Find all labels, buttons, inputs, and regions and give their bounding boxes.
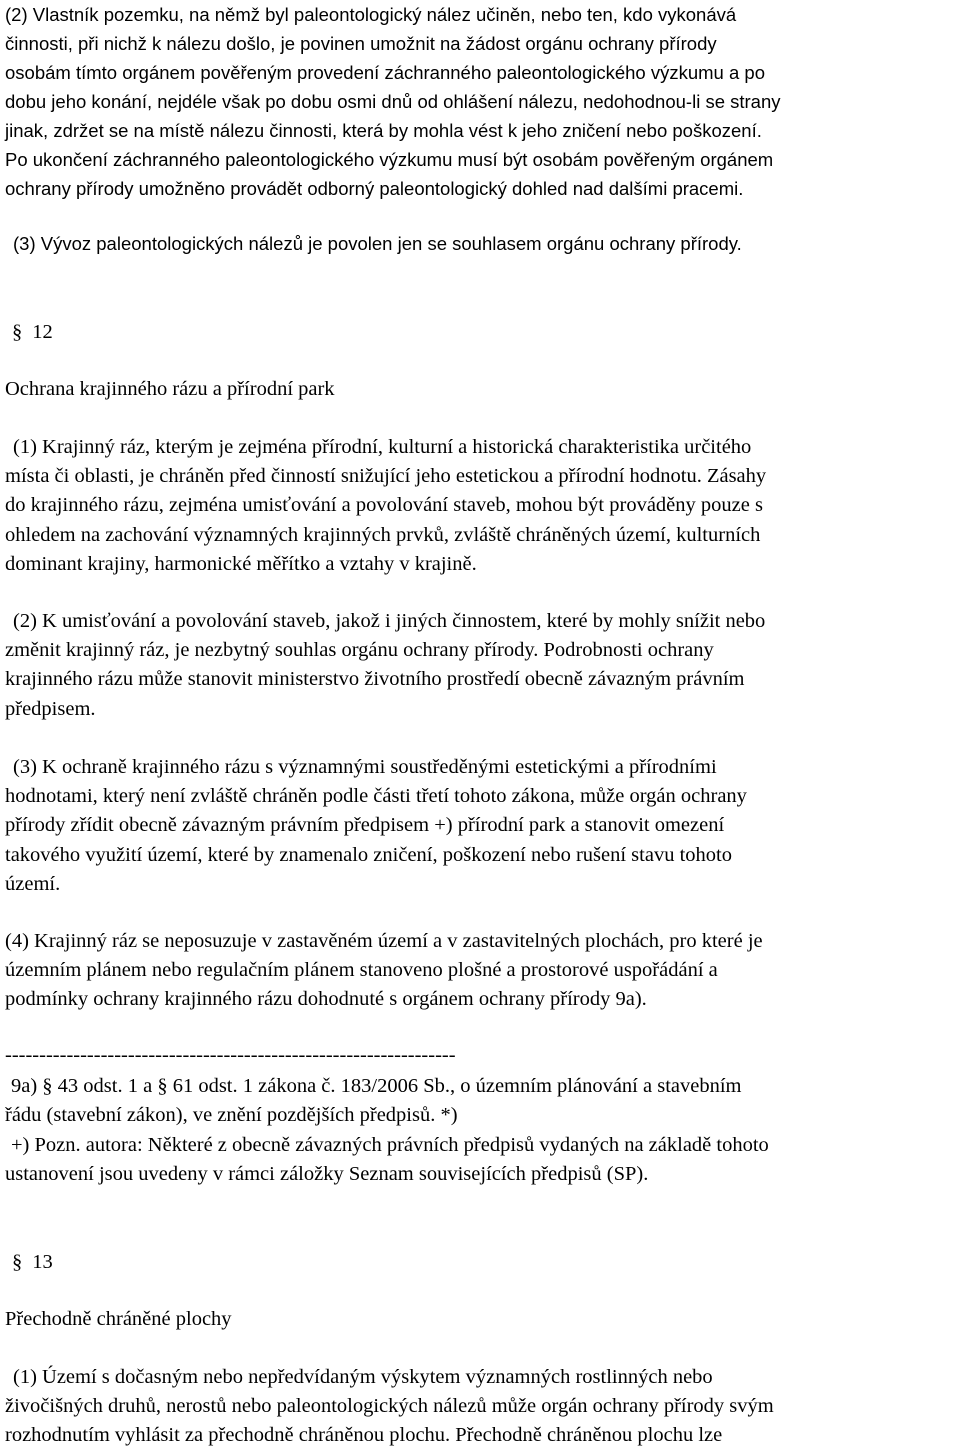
text-line: takového využití území, které by znamenalo zničení, poškození nebo rušení stavu tohoto [5, 843, 732, 866]
section-number: 13 [32, 1251, 53, 1273]
footnote-9a [5, 1072, 955, 1130]
footnote-separator: ------------------------------------------------------------------ [5, 1044, 456, 1066]
text-line: řádu (stavební zákon), ve znění pozdějších předpisů. *) [5, 1104, 458, 1127]
text-line: (1) Krajinný ráz, kterým je zejména přírodní, kulturní a historická charakteristika určitého [13, 436, 752, 458]
text-line: ustanovení jsou uvedeny v rámci záložky Seznam souvisejících předpisů (SP). [5, 1163, 649, 1186]
text-line: hodnotami, který není zvláště chráněn podle části třetí tohoto zákona, může orgán ochrany [5, 785, 747, 808]
text-line: (3) K ochraně krajinného rázu s významnými soustředěnými estetickými a přírodními [13, 756, 717, 778]
paragraph-2-paleontology [5, 0, 955, 203]
text-line: (2) Vlastník pozemku, na němž byl paleontologický nález učiněn, nebo ten, kdo vykonává [5, 4, 737, 25]
section-12-paragraph-4 [5, 927, 955, 1015]
section-12-title: Ochrana krajinného rázu a přírodní park [5, 378, 335, 400]
text-line: změnit krajinný ráz, je nezbytný souhlas orgánu ochrany přírody. Podrobnosti ochrany [5, 639, 714, 662]
section-13-number [12, 1248, 53, 1277]
section-sign-icon: § [12, 321, 23, 343]
text-line: předpisem. [5, 697, 96, 720]
text-line: (2) K umisťování a povolování staveb, jakož i jiných činnostem, které by mohly snížit nebo [13, 610, 766, 632]
text-line: osobám tímto orgánem pověřeným provedení záchranného paleontologického výzkumu a po [5, 62, 765, 83]
section-13-paragraph-1 [5, 1363, 960, 1451]
text-line: (1) Území s dočasným nebo nepředvídaným výskytem významných rostlinných nebo [13, 1366, 713, 1388]
text-line: přírody zřídit obecně závazným právním předpisem +) přírodní park a stanovit omezení [5, 814, 725, 837]
text-line: ohledem na zachování významných krajinných prvků, zvláště chráněných území, kulturních [5, 523, 761, 546]
text-line: 9a) § 43 odst. 1 a § 61 odst. 1 zákona č. 183/2006 Sb., o územním plánování a stavebním [11, 1075, 742, 1097]
text-line: dobu jeho konání, nejdéle však po dobu osmi dnů od ohlášení nálezu, nedohodnou-li se strany [5, 91, 781, 112]
text-line: rozhodnutím vyhlásit za přechodně chráněnou plochu. Přechodně chráněnou plochu lze [5, 1424, 723, 1447]
section-12-paragraph-1 [5, 433, 960, 579]
text-line: krajinného rázu může stanovit ministerstvo životního prostředí obecně závazným právním [5, 668, 745, 691]
text-line: (4) Krajinný ráz se neposuzuje v zastavěném území a v zastavitelných plochách, pro které je [5, 930, 763, 952]
text-line: podmínky ochrany krajinného rázu dohodnuté s orgánem ochrany přírody 9a). [5, 988, 647, 1011]
text-line: do krajinného rázu, zejména umisťování a povolování staveb, mohou být prováděny pouze s [5, 494, 763, 517]
text-line: jinak, zdržet se na místě nálezu činnosti, která by mohla vést k jeho zničení nebo poškození. [5, 120, 762, 141]
text-line: dominant krajiny, harmonické měřítko a vztahy v krajině. [5, 552, 477, 575]
text-line: ochrany přírody umožněno provádět odborný paleontologický dohled nad dalšími pracemi. [5, 178, 744, 199]
section-12-paragraph-2 [5, 607, 960, 724]
text-line: místa či oblasti, je chráněn před činností snižující jeho estetickou a přírodní hodnotu. Zásahy [5, 465, 767, 488]
text-line: (3) Vývoz paleontologických nálezů je povolen jen se souhlasem orgánu ochrany přírody. [13, 233, 742, 254]
text-line: Po ukončení záchranného paleontologického výzkumu musí být osobám pověřeným orgánem [5, 149, 774, 170]
footnote-author-note [5, 1131, 955, 1189]
section-number: 12 [32, 321, 53, 343]
text-line: +) Pozn. autora: Některé z obecně závazných právních předpisů vydaných na základě tohoto [11, 1134, 769, 1156]
section-12-number [12, 318, 53, 347]
section-12-paragraph-3 [5, 753, 960, 899]
text-line: činnosti, při nichž k nálezu došlo, je povinen umožnit na žádost orgánu ochrany přírody [5, 33, 717, 54]
text-line: živočišných druhů, nerostů nebo paleontologických nálezů může orgán ochrany přírody svým [5, 1395, 774, 1418]
section-sign-icon: § [12, 1251, 23, 1273]
paragraph-3-export [5, 229, 960, 258]
text-line: území. [5, 872, 61, 895]
section-13-title: Přechodně chráněné plochy [5, 1308, 232, 1330]
text-line: územním plánem nebo regulačním plánem stanoveno plošné a prostorové uspořádání a [5, 959, 718, 982]
